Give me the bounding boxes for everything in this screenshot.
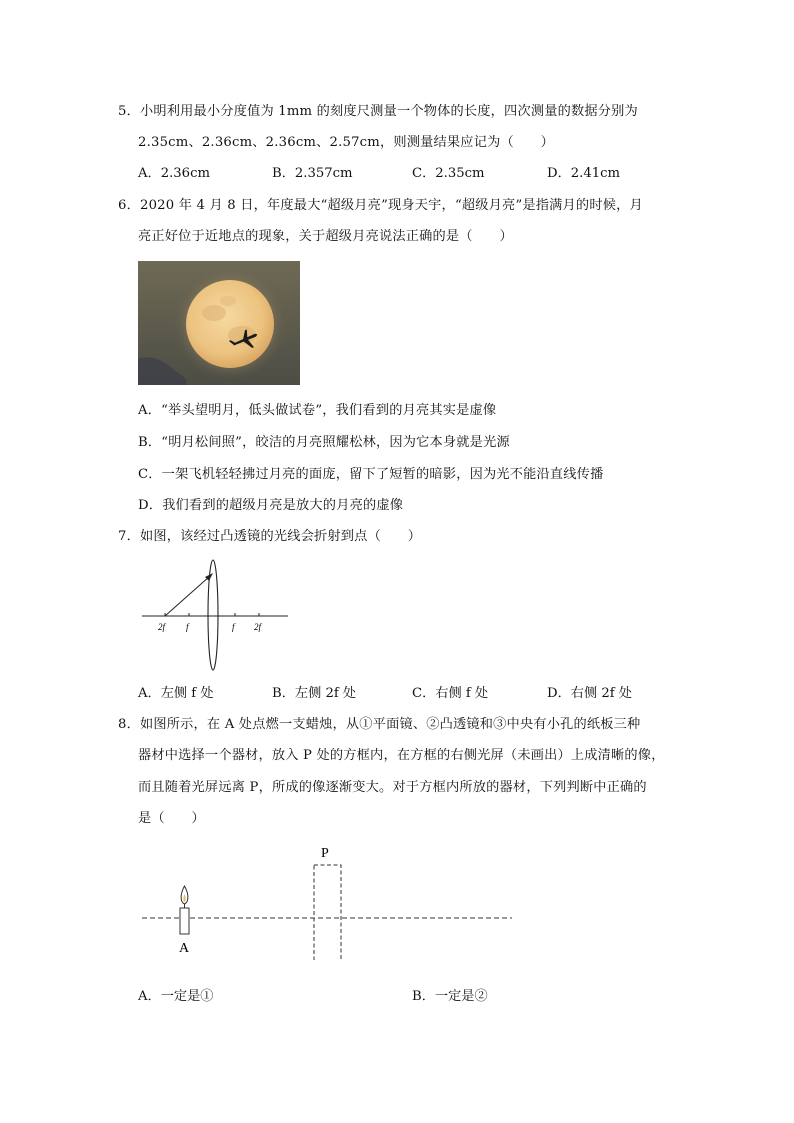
q8-stem-line4: 是（ ）	[138, 811, 205, 826]
q8-stem-line3: 而且随着光屏远离 P，所成的像逐渐变大。对于方框内所放的器材，下列判断中正确的	[138, 780, 647, 795]
q5-option-a: A．2.36cm	[138, 166, 210, 181]
q5-option-d: D．2.41cm	[547, 166, 621, 181]
q7-stem: 7．如图，该经过凸透镜的光线会折射到点（ ）	[118, 529, 422, 544]
q5-option-c: C．2.35cm	[412, 166, 485, 181]
q7-option-d: D．右侧 2f 处	[547, 686, 632, 701]
q6-option-d: D．我们看到的超级月亮是放大的月亮的虚像	[138, 498, 404, 513]
q8-option-a: A．一定是①	[138, 989, 214, 1004]
q7-option-c: C．右侧 f 处	[412, 686, 489, 701]
q6-stem-line1: 6．2020 年 4 月 8 日，年度最大“超级月亮”现身天宇，“超级月亮”是指满月的时候，月	[118, 198, 643, 213]
label-left-f: f	[186, 622, 189, 632]
q5-stem-line2: 2.35cm、2.36cm、2.36cm、2.57cm，则测量结果应记为（ ）	[138, 135, 555, 150]
q7-option-a: A．左侧 f 处	[138, 686, 214, 701]
moon	[186, 280, 274, 368]
q5-option-b: B．2.357cm	[272, 166, 353, 181]
label-right-2f: 2f	[254, 622, 262, 632]
convex-lens-figure	[138, 556, 293, 674]
label-left-2f: 2f	[158, 622, 166, 632]
q5-stem-line1: 5．小明利用最小分度值为 1mm 的刻度尺测量一个物体的长度，四次测量的数据分别为	[118, 104, 638, 119]
q6-stem-line2: 亮正好位于近地点的现象，关于超级月亮说法正确的是（ ）	[138, 229, 513, 244]
p-box	[314, 865, 341, 960]
q8-option-b: B．一定是②	[412, 989, 488, 1004]
q6-option-b: B．“明月松间照”，皎洁的月亮照耀松林，因为它本身就是光源	[138, 435, 510, 450]
q8-stem-line1: 8．如图所示，在 A 处点燃一支蜡烛，从①平面镜、②凸透镜和③中央有小孔的纸板三种	[118, 717, 641, 732]
label-right-f: f	[232, 622, 235, 632]
label-a: A	[179, 941, 190, 956]
candle	[180, 886, 189, 934]
q6-option-c: C．一架飞机轻轻拂过月亮的面庞，留下了短暂的暗影，因为光不能沿直线传播	[138, 467, 604, 482]
incident-ray	[165, 576, 210, 616]
label-p: P	[321, 846, 329, 861]
candle-box-figure	[138, 840, 518, 960]
q8-stem-line2: 器材中选择一个器材，放入 P 处的方框内，在方框的右侧光屏（未画出）上成清晰的像，	[138, 748, 665, 763]
q7-option-b: B．左侧 2f 处	[272, 686, 357, 701]
q6-option-a: A．“举头望明月，低头做试卷”，我们看到的月亮其实是虚像	[138, 403, 497, 418]
super-moon-photo	[138, 261, 300, 385]
